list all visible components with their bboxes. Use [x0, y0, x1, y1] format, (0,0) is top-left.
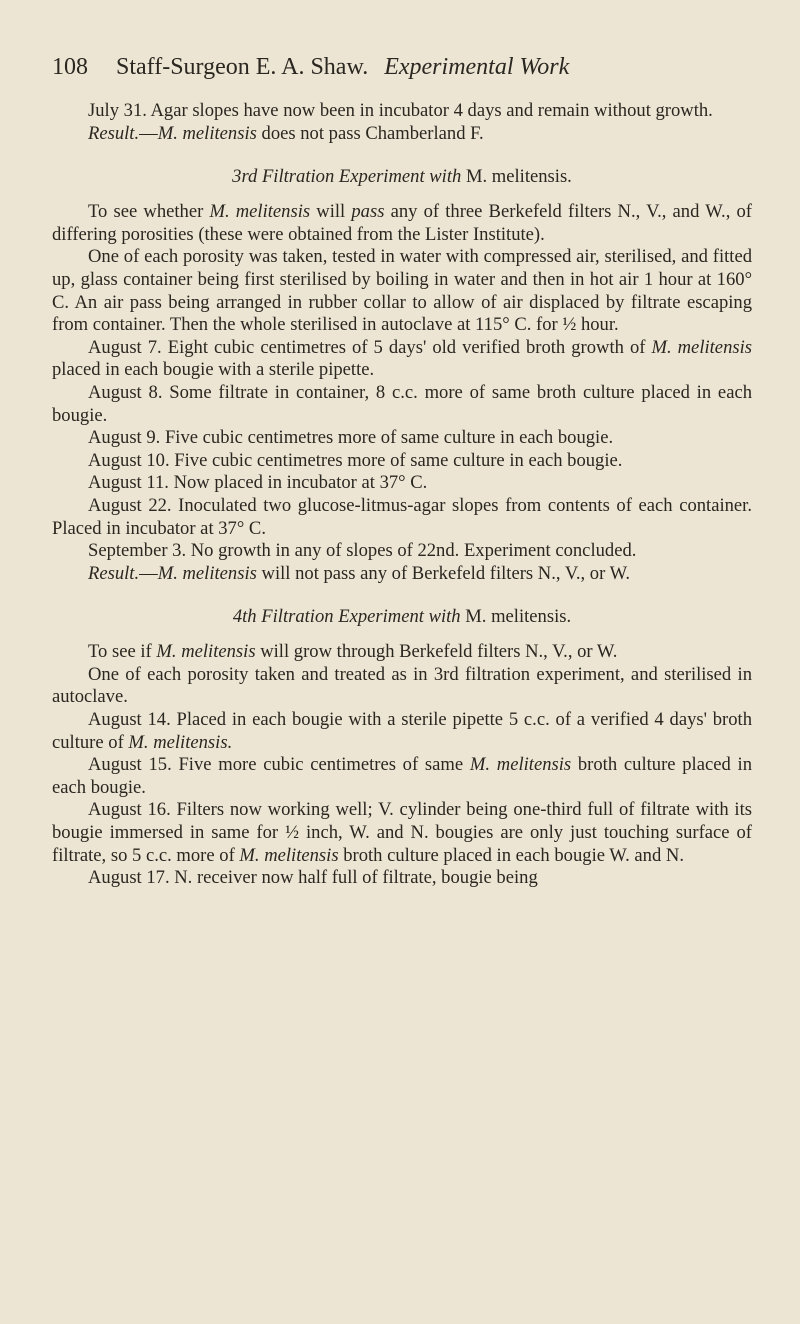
- section-heading-4th-filtration: [52, 605, 752, 629]
- text-span: August 15. Five more cubic centimetres of same: [88, 754, 470, 776]
- paragraph-method-3: One of each porosity was taken, tested in water with compressed air, sterilised, and fitted up, glass container being first sterilised by boiling in water and then in hot air 1 hour at 160° C. An air pass being arranged in rubber collar to allow of air displaced by filtrate escaping from container. Then the whole sterilised in autoclave at 115° C. for ½ hour.: [52, 246, 752, 336]
- text-span: will grow through Berkefeld filters N., V., or W.: [255, 641, 618, 663]
- organism-name: M. melitensis: [156, 641, 256, 663]
- text-span: To see whether: [88, 201, 210, 223]
- organism-name: M. melitensis: [157, 122, 257, 144]
- organism-name: M. melitensis.: [128, 731, 233, 753]
- text-span: August 16. Filters now working well; V. cylinder being one-third full of filtrate with its bougie immersed in same for ½ inch, W. and N. bougies are only just touching surface of filtrate, so 5 c.c. more of: [52, 799, 752, 866]
- heading-italic: 3rd Filtration Experiment with: [232, 166, 462, 188]
- heading-plain: M. melitensis.: [461, 166, 572, 188]
- paragraph-september-3: September 3. No growth in any of slopes of 22nd. Experiment concluded.: [88, 540, 637, 562]
- header-running-title: Experimental Work: [384, 54, 570, 80]
- result-paragraph-1: [52, 123, 752, 146]
- running-header: [52, 52, 752, 82]
- text-span: will: [310, 201, 352, 223]
- paragraph-august-16: [52, 799, 752, 867]
- text-span: To see if: [88, 641, 157, 663]
- organism-name: M. melitensis: [157, 562, 257, 584]
- paragraph-august-17: August 17. N. receiver now half full of filtrate, bougie being: [88, 867, 538, 889]
- paragraph-august-7: [52, 337, 752, 382]
- result-label: Result.: [88, 562, 140, 584]
- text-span: any of three Berkefeld filters N., V., and W., of differing porosities (these were obtained from the Lister Institute).: [52, 201, 752, 245]
- heading-plain: M. melitensis.: [460, 606, 572, 628]
- section-heading-3rd-filtration: [52, 165, 752, 189]
- emphasis-pass: pass: [351, 201, 385, 223]
- paragraph-august-11: August 11. Now placed in incubator at 37° C.: [88, 472, 428, 494]
- result-label: Result.: [88, 122, 140, 144]
- paragraph-august-15: [52, 754, 752, 799]
- text-span: August 7. Eight cubic centimetres of 5 days' old verified broth growth of: [88, 336, 652, 358]
- text-span: placed in each bougie with a sterile pipette.: [52, 359, 375, 381]
- heading-italic: 4th Filtration Experiment with: [232, 606, 461, 628]
- text-span: broth culture placed in each bougie W. and N.: [338, 844, 685, 866]
- result-text: does not pass Chamberland F.: [256, 122, 484, 144]
- header-author: Staff-Surgeon E. A. Shaw.: [116, 54, 369, 80]
- organism-name: M. melitensis: [469, 754, 572, 776]
- organism-name: M. melitensis: [651, 336, 752, 358]
- page-number: 108: [52, 54, 88, 80]
- paragraph-august-10: August 10. Five cubic centimetres more of same culture in each bougie.: [88, 449, 623, 471]
- result-paragraph-3: [52, 563, 752, 586]
- paragraph-intro-3: [52, 201, 752, 246]
- paragraph-july-31: July 31. Agar slopes have now been in incubator 4 days and remain without growth.: [88, 100, 713, 121]
- result-text: will not pass any of Berkefeld filters N., V., or W.: [256, 562, 631, 584]
- text-span: broth culture placed in each bougie.: [52, 754, 752, 798]
- organism-name: M. melitensis: [239, 844, 339, 866]
- paragraph-method-4: One of each porosity taken and treated as in 3rd filtration experiment, and sterilised in autoclave.: [52, 663, 752, 708]
- result-dash: —: [139, 562, 158, 584]
- result-dash: —: [139, 122, 158, 144]
- text-span: August 14. Placed in each bougie with a sterile pipette 5 c.c. of a verified 4 days' broth culture of: [52, 709, 752, 753]
- paragraph-august-14: [52, 709, 752, 754]
- page-body: [52, 100, 752, 890]
- paragraph-august-8: August 8. Some filtrate in container, 8 c.c. more of same broth culture placed in each bougie.: [52, 381, 752, 426]
- paragraph-intro-4: [52, 641, 752, 664]
- organism-name: M. melitensis: [209, 201, 311, 223]
- paragraph-august-9: August 9. Five cubic centimetres more of same culture in each bougie.: [88, 427, 614, 449]
- paragraph-august-22: August 22. Inoculated two glucose-litmus-agar slopes from contents of each container. Placed in incubator at 37° C.: [52, 494, 752, 539]
